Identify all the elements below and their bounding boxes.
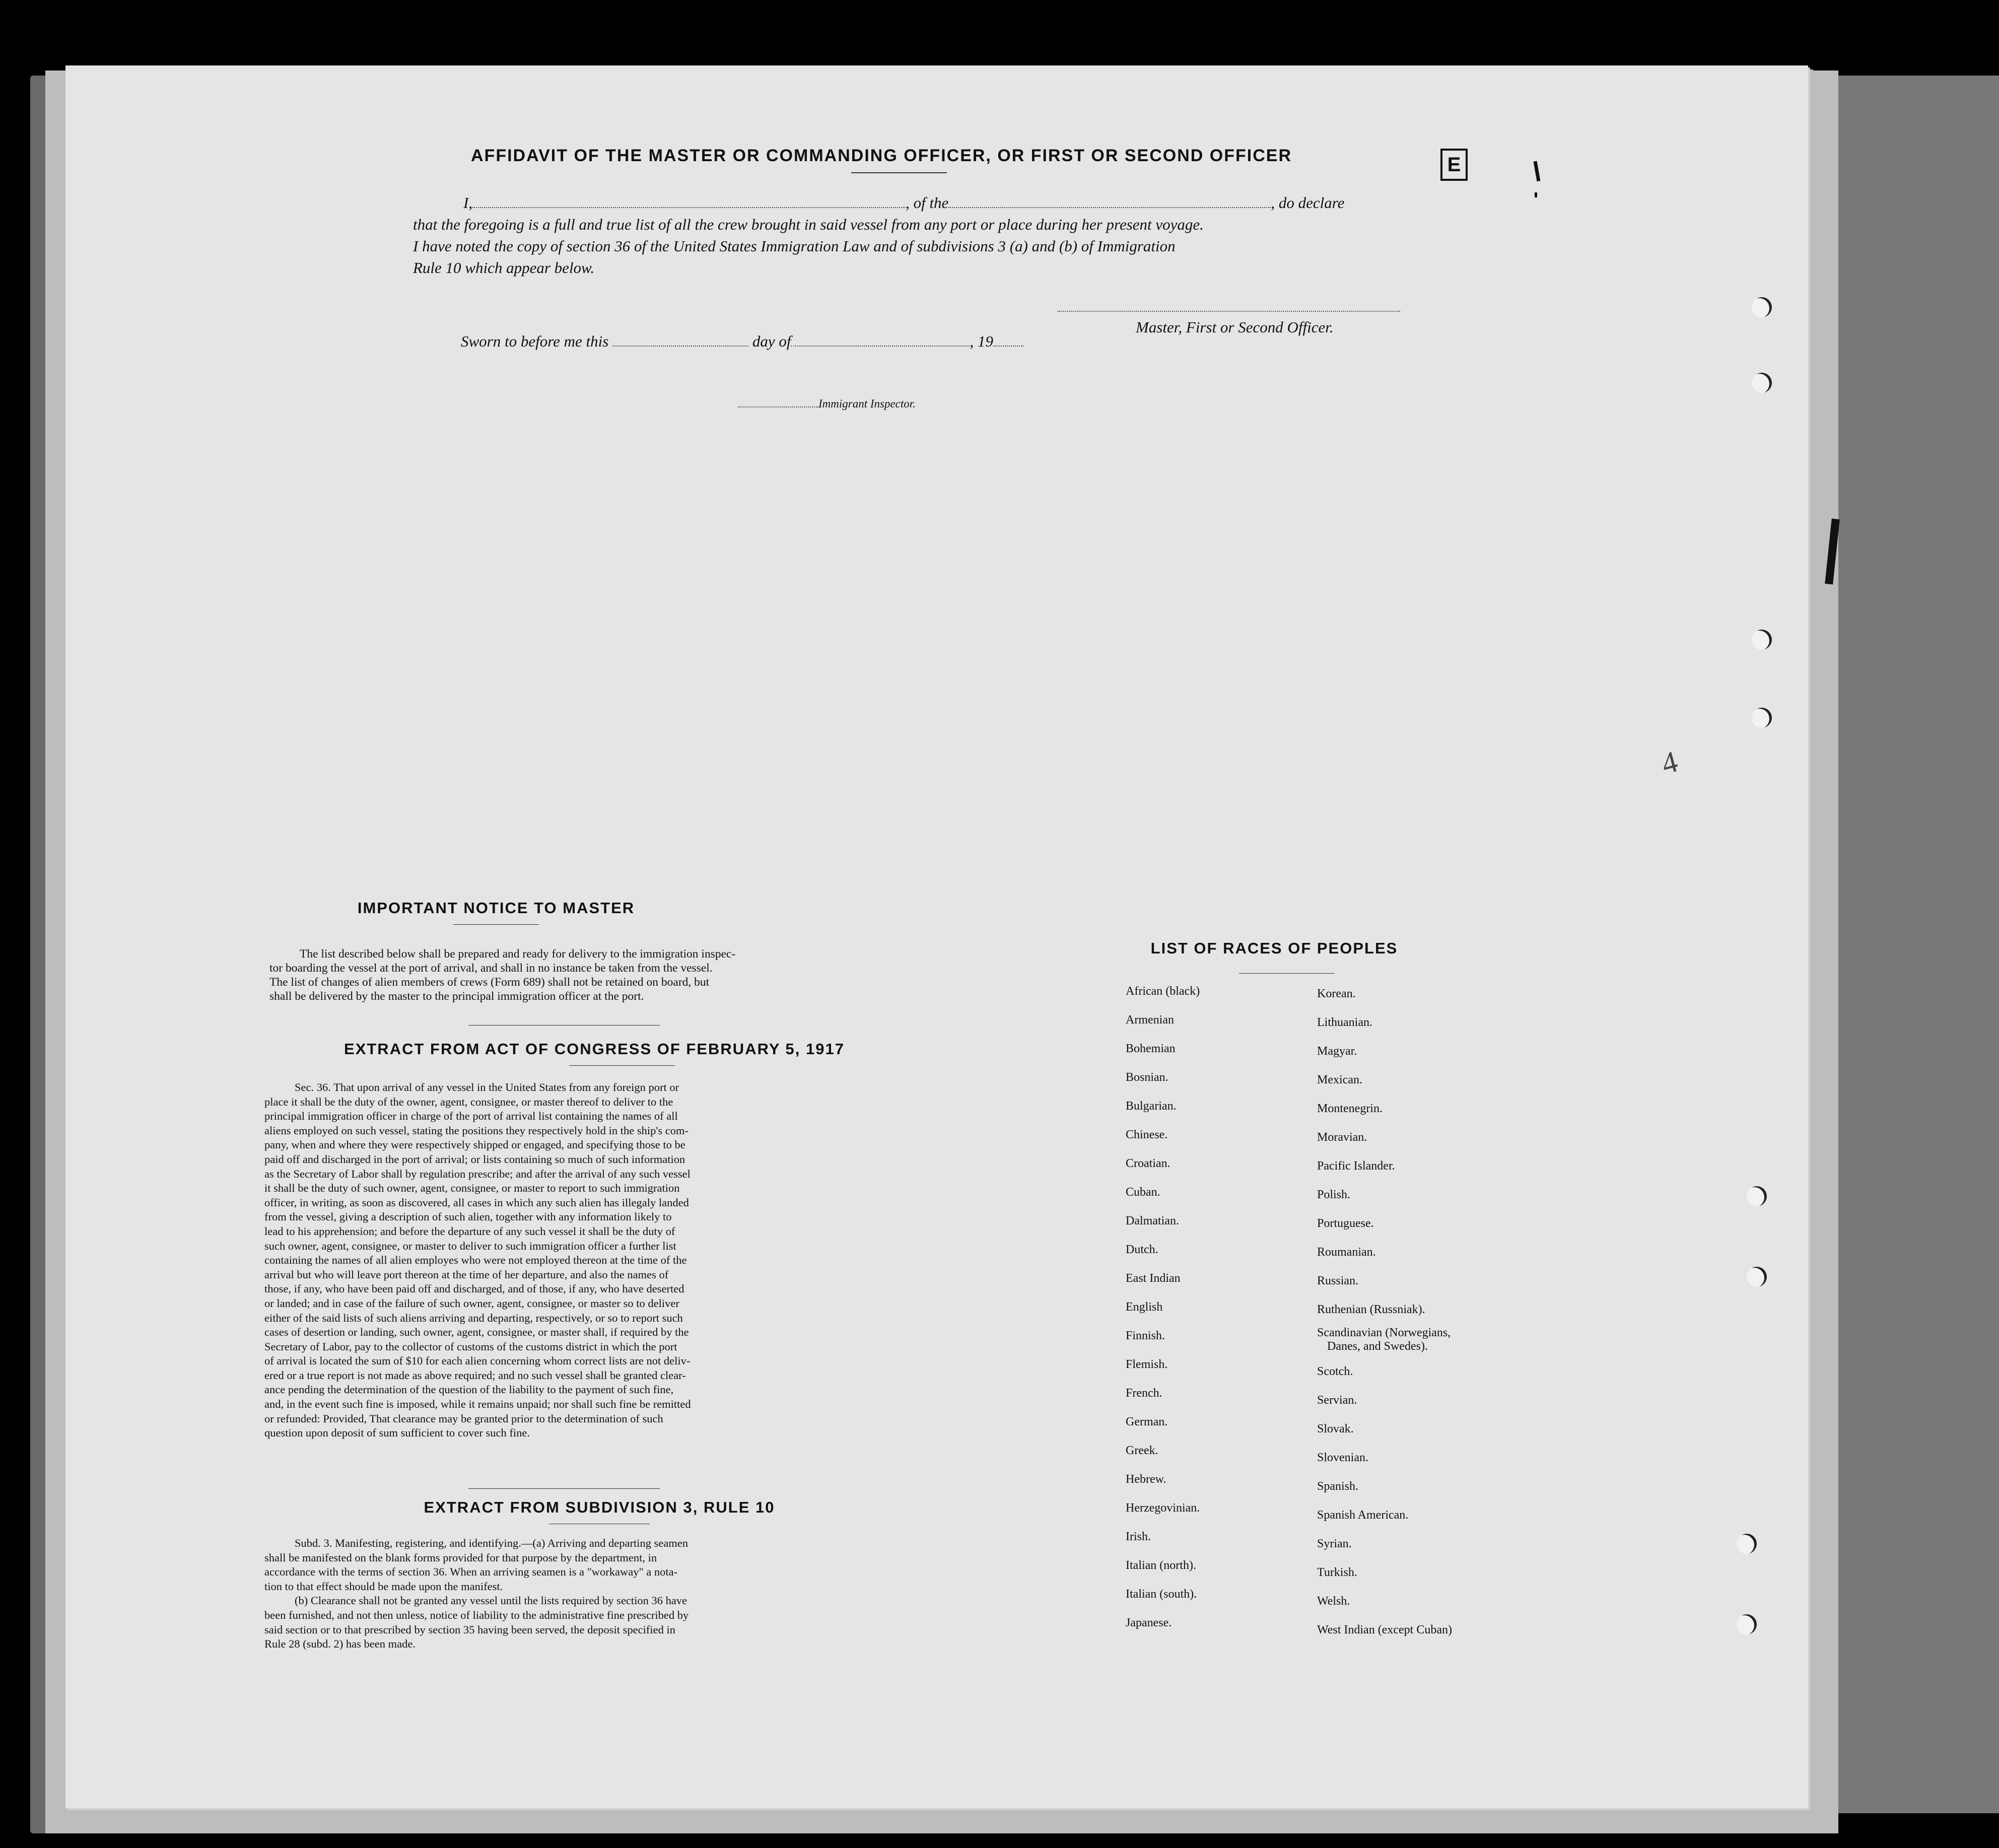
act-line: ered or a true report is not made as above required; and no such vessel shall be granted clear- [264,1368,686,1382]
race-left-item: Bosnian. [1126,1071,1168,1084]
day-of-label: day of [752,332,791,350]
rule-line: Rule 28 (subd. 2) has been made. [264,1637,416,1651]
act-line: place it shall be the duty of the owner, agent, consignee, or master thereof to deliver to the [264,1095,673,1108]
day-blank [612,334,748,347]
race-left-item: Finnish. [1126,1329,1165,1342]
race-right-item: Syrian. [1317,1537,1352,1550]
race-right-item: Scotch. [1317,1365,1353,1378]
race-right-item: Russian. [1317,1274,1359,1287]
act-body [264,1080,919,1441]
race-left-item: German. [1126,1415,1168,1428]
punch-hole [1752,708,1772,728]
year-blank [993,334,1023,347]
affidavit-i-label: I, [463,194,473,212]
act-line: or refunded: Provided, That clearance may be granted prior to the determination of such [264,1412,663,1425]
rule-body [264,1536,919,1652]
affidavit-line-2: that the foregoing is a full and true list of all the crew brought in said vessel from any port or place during her present voyage. [413,216,1204,233]
race-right-item: Welsh. [1317,1595,1350,1608]
race-right-item: Spanish. [1317,1480,1359,1493]
race-left-item: Italian (north). [1126,1559,1196,1572]
race-right-item: Montenegrin. [1317,1102,1383,1115]
rule-line: accordance with the terms of section 36. When an arriving seamen is a "workaway" a nota- [264,1565,678,1579]
of-the-label: , of the [906,194,949,212]
race-right-item: Moravian. [1317,1131,1367,1144]
act-rule [569,1065,675,1066]
race-left-item: Armenian [1126,1013,1174,1026]
notice-heading: IMPORTANT NOTICE TO MASTER [357,899,635,917]
punch-hole [1737,1614,1757,1634]
rule-line: shall be manifested on the blank forms provided for that purpose by the department, in [264,1551,657,1564]
race-right-item: Korean. [1317,987,1356,1000]
race-right-item: Ruthenian (Russniak). [1317,1303,1425,1316]
handwritten-number: 4 [1658,744,1681,781]
inspector-label: Immigrant Inspector. [818,397,916,410]
sworn-label: Sworn to before me this [461,332,609,350]
rule-heading: EXTRACT FROM SUBDIVISION 3, RULE 10 [424,1498,775,1516]
act-line: lead to his apprehension; and before the departure of any such vessel it shall be the duty of [264,1224,675,1238]
punch-hole [1752,297,1772,317]
notice-line: The list of changes of alien members of crews (Form 689) shall not be retained on board, but [269,976,710,989]
month-blank [791,334,970,347]
stamp-mark: E [1440,149,1468,181]
race-left-item: English [1126,1301,1163,1314]
act-line: of arrival is located the sum of $10 for each alien concerning whom correct lists are not deliv- [264,1354,691,1367]
rule-line: Subd. 3. Manifesting, registering, and identifying.—(a) Arriving and departing seamen [295,1537,688,1549]
race-left-item: Dalmatian. [1126,1214,1179,1227]
act-line: and, in the event such fine is imposed, while it remains unpaid; nor shall such fine be remitted [264,1398,691,1411]
inspector-line [738,395,916,410]
race-left-item: Dutch. [1126,1243,1158,1256]
act-line: pany, when and where they were respectively shipped or engaged, and specifying those to be [264,1138,685,1151]
punch-hole [1747,1186,1767,1206]
race-right-item: Danes, and Swedes). [1327,1340,1428,1353]
notice-line: The list described below shall be prepared and ready for delivery to the immigration inspec- [300,947,736,961]
act-line: ance pending the determination of the question of the liability to the payment of such fine, [264,1383,674,1396]
race-left-item: Greek. [1126,1444,1158,1457]
race-left-item: Italian (south). [1126,1588,1197,1601]
notice-line: shall be delivered by the master to the principal immigration officer at the port. [269,990,644,1003]
punch-hole [1747,1267,1767,1287]
punch-hole [1752,373,1772,393]
race-right-item: West Indian (except Cuban) [1317,1623,1452,1636]
vessel-blank [948,196,1271,208]
race-left-item: East Indian [1126,1272,1181,1285]
race-right-item: Pacific Islander. [1317,1159,1395,1173]
race-right-item: Roumanian. [1317,1246,1376,1259]
ink-dot [1535,192,1537,197]
race-right-item: Scandinavian (Norwegians, [1317,1326,1451,1339]
act-line: arrival but who will leave port thereon at the time of her departure, and also the names of [264,1268,669,1281]
act-line: or landed; and in case of the failure of such owner, agent, consignee, or master so to deliver [264,1296,679,1310]
act-line: cases of desertion or landing, such owner, agent, consignee, or master shall, if required by the [264,1326,689,1339]
race-right-item: Spanish American. [1317,1509,1409,1522]
notice-line: tor boarding the vessel at the port of arrival, and shall in no instance be taken from the vessel. [269,962,713,975]
act-line: from the vessel, giving a description of such alien, together with any information likely to [264,1210,672,1223]
race-right-item: Magyar. [1317,1045,1357,1058]
race-left-item: Croatian. [1126,1157,1170,1170]
race-left-item: Bulgarian. [1126,1100,1177,1113]
race-right-item: Lithuanian. [1317,1016,1372,1029]
race-right-item: Turkish. [1317,1566,1357,1579]
race-left-item: Hebrew. [1126,1473,1166,1486]
document-page [65,65,1808,1808]
race-left-item: Japanese. [1126,1616,1172,1629]
race-left-item: Irish. [1126,1530,1151,1543]
act-line: principal immigration officer in charge of the port of arrival list containing the names of all [264,1110,678,1123]
act-line: Secretary of Labor, pay to the collector of customs of the customs district in which the port [264,1340,677,1353]
races-rule [1239,973,1335,974]
act-line: those, if any, who have been paid off and discharged, and of those, if any, who have deserted [264,1282,684,1295]
race-right-item: Slovenian. [1317,1451,1368,1464]
act-line: as the Secretary of Labor shall by regulation prescribe; and after the arrival of any such vessel [264,1167,691,1180]
race-right-item: Slovak. [1317,1422,1354,1435]
act-line: either of the said lists of such aliens arriving and departing, respectively, or so to report such [264,1311,683,1324]
signature-label: Master, First or Second Officer. [1136,318,1334,336]
race-left-item: French. [1126,1387,1162,1400]
name-blank [472,196,906,208]
affidavit-line-3: I have noted the copy of section 36 of the United States Immigration Law and of subdivisions 3 (a) and (b) of Immigration [413,237,1176,255]
notice-rule [453,924,539,925]
race-right-item: Portuguese. [1317,1217,1374,1230]
race-left-item: Herzegovinian. [1126,1501,1200,1515]
inspector-blank [738,395,818,407]
declare-label: , do declare [1271,194,1345,212]
signature-blank [1058,300,1400,312]
act-line: officer, in writing, as soon as discovered, all cases in which any such alien has illegaly landed [264,1196,689,1209]
act-line: it shall be the duty of such owner, agent, consignee, or master to report to such immigration [264,1182,680,1195]
affidavit-line-1 [463,194,1344,212]
act-heading: EXTRACT FROM ACT OF CONGRESS OF FEBRUARY 5, 1917 [344,1040,845,1058]
punch-hole [1737,1534,1757,1554]
punch-hole [1752,630,1772,650]
race-right-item: Polish. [1317,1188,1351,1201]
act-line: containing the names of all alien employes who were not employed thereon at the time of the [264,1254,687,1267]
affidavit-title: AFFIDAVIT OF THE MASTER OR COMMANDING OFFICER, OR FIRST OR SECOND OFFICER [471,146,1292,165]
race-left-item: African (black) [1126,985,1200,998]
act-line: Sec. 36. That upon arrival of any vessel in the United States from any foreign port or [295,1081,679,1093]
race-left-item: Cuban. [1126,1186,1160,1199]
title-rule [851,172,947,173]
act-line: aliens employed on such vessel, stating the positions they respectively hold in the ship's com- [264,1124,689,1137]
rule-line: (b) Clearance shall not be granted any vessel until the lists required by section 36 have [295,1594,687,1607]
act-line: paid off and discharged in the port of arrival; or lists containing so much of such information [264,1152,685,1166]
ink-stroke [1534,161,1541,182]
race-left-item: Bohemian [1126,1042,1176,1055]
race-right-item: Servian. [1317,1394,1357,1407]
act-line: question upon deposit of sum sufficient to cover such fine. [264,1426,530,1440]
affidavit-line-4: Rule 10 which appear below. [413,259,595,277]
races-heading: LIST OF RACES OF PEOPLES [1150,939,1398,957]
act-divider [468,1488,660,1489]
sworn-line [461,332,1023,351]
race-left-item: Flemish. [1126,1358,1168,1371]
race-right-item: Mexican. [1317,1073,1362,1086]
rule-line: been furnished, and not then unless, notice of liability to the administrative fine prescribed by [264,1608,689,1621]
notice-body [269,947,919,1003]
rule-line: said section or to that prescribed by section 35 having been served, the deposit specified in [264,1623,676,1636]
rule-line: tion to that effect should be made upon the manifest. [264,1580,503,1593]
year-label: , 19 [970,332,993,350]
race-left-item: Chinese. [1126,1128,1168,1141]
act-line: such owner, agent, consignee, or master to deliver to such immigration officer a further list [264,1239,676,1252]
